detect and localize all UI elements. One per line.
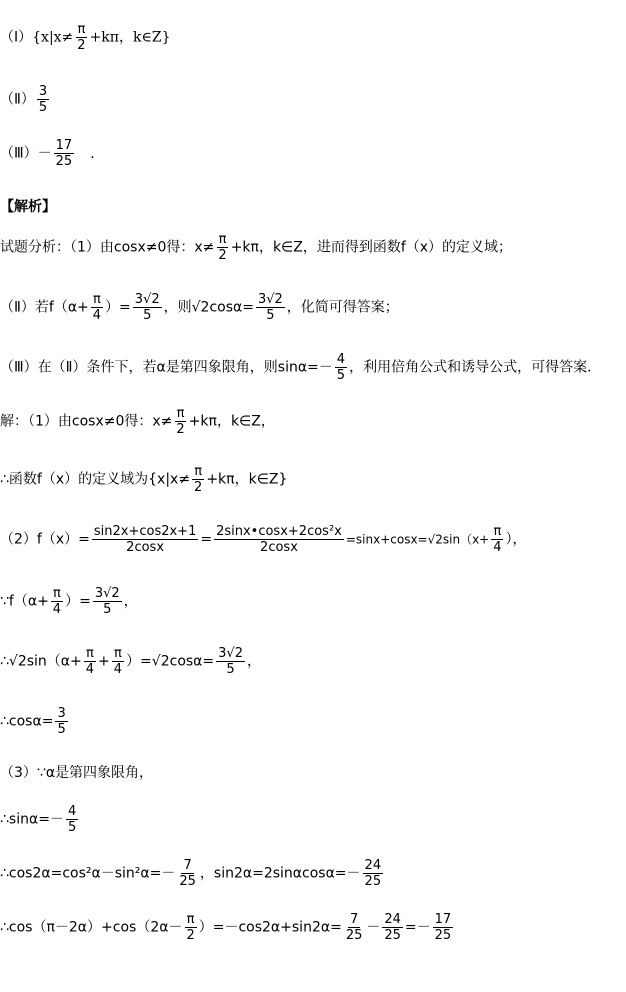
fraction: $\frac{3}{5}$ [57, 706, 66, 737]
fraction: $\frac{3}{5}$ [38, 84, 48, 115]
fraction: $\frac{\pi}{4}$ [52, 586, 62, 617]
fraction: $\frac{7}{25}$ [179, 858, 196, 889]
answer-1: （Ⅰ）{x|x≠ $\frac{\pi}{2}$ +kπ，k∈Z} [0, 22, 171, 53]
solution-5: ∴√2sin（α+ $\frac{\pi}{4}$ + $\frac{\pi}{4}$ ）=√2cosα= $\frac{3√2}{5}$ ， [0, 646, 261, 677]
answer-1-set: {x|x≠ [32, 29, 74, 46]
analysis-p3: （Ⅲ）在（Ⅱ）条件下，若α是第四象限角，则sinα=－ $\frac{4}{5}$ ，利用倍角公式和诱导公式，可得答案． [0, 352, 602, 383]
fraction: $\frac{3√2}{5}$ [257, 292, 283, 323]
fraction: $\frac{17}{25}$ [55, 138, 73, 169]
fraction: $\frac{3√2}{5}$ [94, 586, 120, 617]
solution-8: ∴sinα=－ $\frac{4}{5}$ [0, 804, 77, 835]
fraction: $\frac{\pi}{4}$ [493, 524, 502, 555]
solution-9: ∴cos2α=cos²α－sin²α=－ $\frac{7}{25}$ ，sin2α=2sinαcosα=－ $\frac{24}{25}$ [0, 858, 382, 889]
answer-3: （Ⅲ）－ $\frac{17}{25}$ ． [0, 138, 105, 169]
fraction: $\frac{4}{5}$ [336, 352, 346, 383]
fraction: $\frac{\pi}{4}$ [113, 646, 123, 677]
fraction: $\frac{3√2}{5}$ [134, 292, 160, 323]
fraction: $\frac{4}{5}$ [67, 804, 77, 835]
fraction: $\frac{\pi}{2}$ [218, 232, 227, 263]
fraction: $\frac{\pi}{2}$ [176, 406, 185, 437]
fraction: $\frac{\pi}{4}$ [85, 646, 95, 677]
analysis-p2: （Ⅱ）若f（α+ $\frac{\pi}{4}$ ）= $\frac{3√2}{5}$ ，则√2cosα= $\frac{3√2}{5}$ ，化简可得答案； [0, 292, 399, 323]
solution-2: ∴函数f（x）的定义域为{x|x≠ $\frac{\pi}{2}$ +kπ，k∈Z} [0, 464, 288, 495]
answer-1-label: （Ⅰ） [0, 29, 33, 46]
analysis-heading: 【解析】 [0, 199, 56, 215]
solution-6: ∴cosα= $\frac{3}{5}$ [0, 706, 66, 737]
solution-4: ∵f（α+ $\frac{\pi}{4}$ ）= $\frac{3√2}{5}$ ， [0, 586, 138, 617]
fraction: $\frac{17}{25}$ [434, 912, 452, 943]
fraction: $\frac{\text{2sinx•cosx+2cos²x}}{2\cos x}$ [216, 524, 342, 555]
analysis-p1: 试题分析：（1）由cosx≠0得：x≠ $\frac{\pi}{2}$ +kπ，k∈Z，进而得到函数f（x）的定义域； [0, 232, 513, 263]
fraction: $\frac{\pi}{2}$ [77, 22, 86, 53]
solution-1: 解：（1）由cosx≠0得：x≠ $\frac{\pi}{2}$ +kπ，k∈Z， [0, 406, 275, 437]
solution-3: （2）f（x）= $\frac{\sin 2x+\cos 2x+1}{2\cos x}$ = $\frac{\text{2sinx•cosx+2cos²x}}{2\cos x}$ =sinx+cosx=√2sin（x+ $\frac{\pi}{4}$ ）， [0, 524, 527, 555]
fraction: $\frac{\pi}{2}$ [194, 464, 203, 495]
solution-7: （3）∵α是第四象限角， [0, 765, 154, 781]
fraction: $\frac{\sin 2x+\cos 2x+1}{2\cos x}$ [93, 524, 197, 555]
fraction: $\frac{7}{25}$ [345, 912, 363, 943]
answer-2: （Ⅱ） $\frac{3}{5}$ [0, 84, 48, 115]
fraction: $\frac{24}{25}$ [384, 912, 401, 943]
fraction: $\frac{\pi}{2}$ [186, 912, 195, 943]
solution-10: ∴cos（π－2α）+cos（2α－ $\frac{\pi}{2}$ ）=－cos2α+sin2α= $\frac{7}{25}$ － $\frac{24}{25}$ =－ $\frac{17}{25}$ [0, 912, 452, 943]
fraction: $\frac{24}{25}$ [364, 858, 382, 889]
fraction: $\frac{\pi}{4}$ [92, 292, 102, 323]
fraction: $\frac{3√2}{5}$ [218, 646, 243, 677]
